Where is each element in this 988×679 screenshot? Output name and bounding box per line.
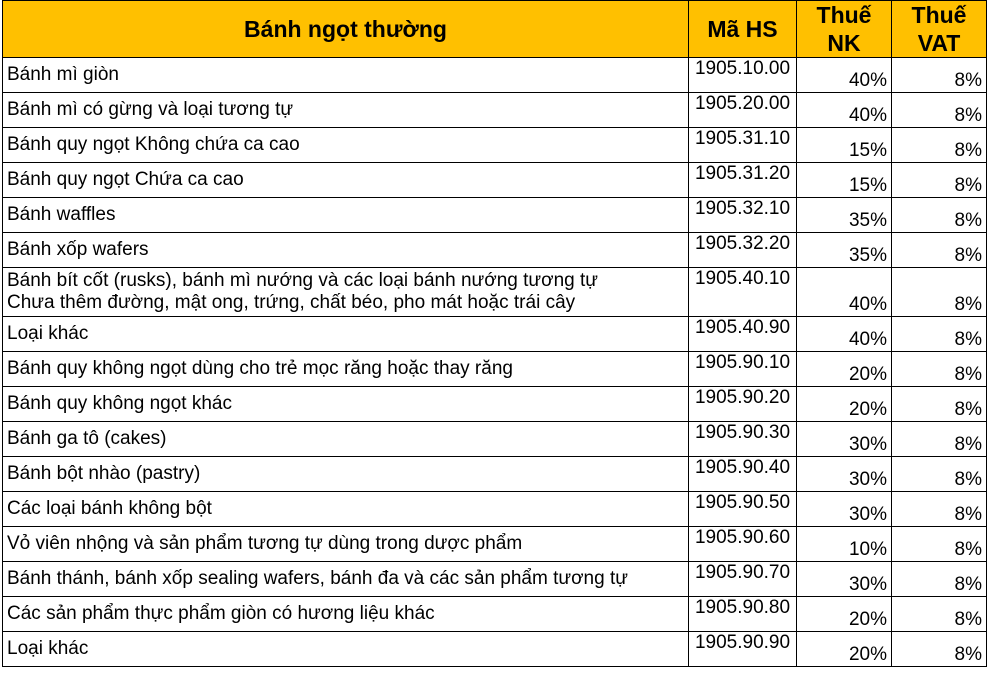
vat-rate: 8% [892,387,987,422]
header-hs-code: Mã HS [689,1,797,58]
import-tax-rate: 40% [797,58,892,93]
hs-code: 1905.90.10 [689,352,797,387]
import-tax-rate: 20% [797,632,892,667]
vat-rate: 8% [892,457,987,492]
import-tax-rate: 20% [797,597,892,632]
tariff-table [2,0,987,667]
hs-code: 1905.90.70 [689,562,797,597]
table-row [3,527,987,562]
hs-code: 1905.90.30 [689,422,797,457]
hs-code: 1905.31.10 [689,128,797,163]
description-line: Bánh xốp wafers [7,239,149,260]
header-vat: Thuế VAT [892,1,987,58]
product-description [3,317,689,352]
vat-rate: 8% [892,527,987,562]
description-line: Loại khác [7,323,89,344]
product-description [3,562,689,597]
vat-rate: 8% [892,198,987,233]
description-line: Bánh quy ngọt Không chứa ca cao [7,134,300,155]
hs-code: 1905.90.40 [689,457,797,492]
table-row [3,233,987,268]
header-row [3,1,987,58]
import-tax-rate: 15% [797,163,892,198]
vat-rate: 8% [892,562,987,597]
product-description [3,93,689,128]
table-row [3,128,987,163]
product-description [3,527,689,562]
description-line: Bánh ga tô (cakes) [7,428,167,449]
table-row [3,93,987,128]
product-description [3,233,689,268]
description-line: Bánh quy không ngọt dùng cho trẻ mọc răng hoặc thay răng [7,358,513,379]
description-line: Bánh waffles [7,204,116,225]
import-tax-rate: 30% [797,492,892,527]
product-description [3,58,689,93]
import-tax-rate: 30% [797,562,892,597]
vat-rate: 8% [892,317,987,352]
description-line: Bánh bít cốt (rusks), bánh mì nướng và các loại bánh nướng tương tự [7,270,598,291]
table-row [3,632,987,667]
import-tax-rate: 20% [797,352,892,387]
table-body [3,58,987,667]
hs-code: 1905.90.80 [689,597,797,632]
vat-rate: 8% [892,632,987,667]
import-tax-rate: 30% [797,457,892,492]
hs-code: 1905.40.10 [689,268,797,317]
vat-rate: 8% [892,352,987,387]
import-tax-rate: 40% [797,93,892,128]
description-line-2: Chưa thêm đường, mật ong, trứng, chất béo, pho mát hoặc trái cây [7,292,576,313]
vat-rate: 8% [892,163,987,198]
description-line: Bánh thánh, bánh xốp sealing wafers, bánh đa và các sản phẩm tương tự [7,568,628,589]
description-line: Vỏ viên nhộng và sản phẩm tương tự dùng trong dược phẩm [7,533,523,554]
hs-code: 1905.20.00 [689,93,797,128]
import-tax-rate: 40% [797,268,892,317]
table-row [3,492,987,527]
table-row [3,163,987,198]
vat-rate: 8% [892,233,987,268]
description-line: Bánh bột nhào (pastry) [7,463,201,484]
hs-code: 1905.90.20 [689,387,797,422]
description-line: Bánh mì giòn [7,64,119,85]
description-line: Các sản phẩm thực phẩm giòn có hương liệu khác [7,603,435,624]
vat-rate: 8% [892,58,987,93]
table-row [3,317,987,352]
table-row [3,457,987,492]
table-row [3,352,987,387]
import-tax-rate: 35% [797,198,892,233]
product-description [3,632,689,667]
description-line: Bánh quy ngọt Chứa ca cao [7,169,244,190]
description-line: Bánh quy không ngọt khác [7,393,233,414]
table-row [3,597,987,632]
import-tax-rate: 15% [797,128,892,163]
hs-code: 1905.40.90 [689,317,797,352]
hs-code: 1905.32.20 [689,233,797,268]
hs-code: 1905.90.50 [689,492,797,527]
vat-rate: 8% [892,597,987,632]
product-description [3,457,689,492]
product-description [3,387,689,422]
product-description [3,352,689,387]
vat-rate: 8% [892,93,987,128]
table-row [3,268,987,317]
table-row [3,562,987,597]
import-tax-rate: 30% [797,422,892,457]
hs-code: 1905.90.90 [689,632,797,667]
import-tax-rate: 10% [797,527,892,562]
vat-rate: 8% [892,128,987,163]
import-tax-rate: 35% [797,233,892,268]
product-description [3,163,689,198]
description-line: Các loại bánh không bột [7,498,212,519]
header-title: Bánh ngọt thường [3,1,689,58]
vat-rate: 8% [892,492,987,527]
product-description [3,597,689,632]
hs-code: 1905.10.00 [689,58,797,93]
header-import-tax: Thuế NK [797,1,892,58]
vat-rate: 8% [892,422,987,457]
table-row [3,198,987,233]
vat-rate: 8% [892,268,987,317]
product-description [3,198,689,233]
hs-code: 1905.32.10 [689,198,797,233]
product-description [3,268,689,317]
description-line: Bánh mì có gừng và loại tương tự [7,99,294,120]
hs-code: 1905.31.20 [689,163,797,198]
product-description [3,492,689,527]
import-tax-rate: 20% [797,387,892,422]
table-row [3,387,987,422]
product-description [3,128,689,163]
product-description [3,422,689,457]
table-row [3,58,987,93]
description-line: Loại khác [7,638,89,659]
hs-code: 1905.90.60 [689,527,797,562]
table-row [3,422,987,457]
import-tax-rate: 40% [797,317,892,352]
